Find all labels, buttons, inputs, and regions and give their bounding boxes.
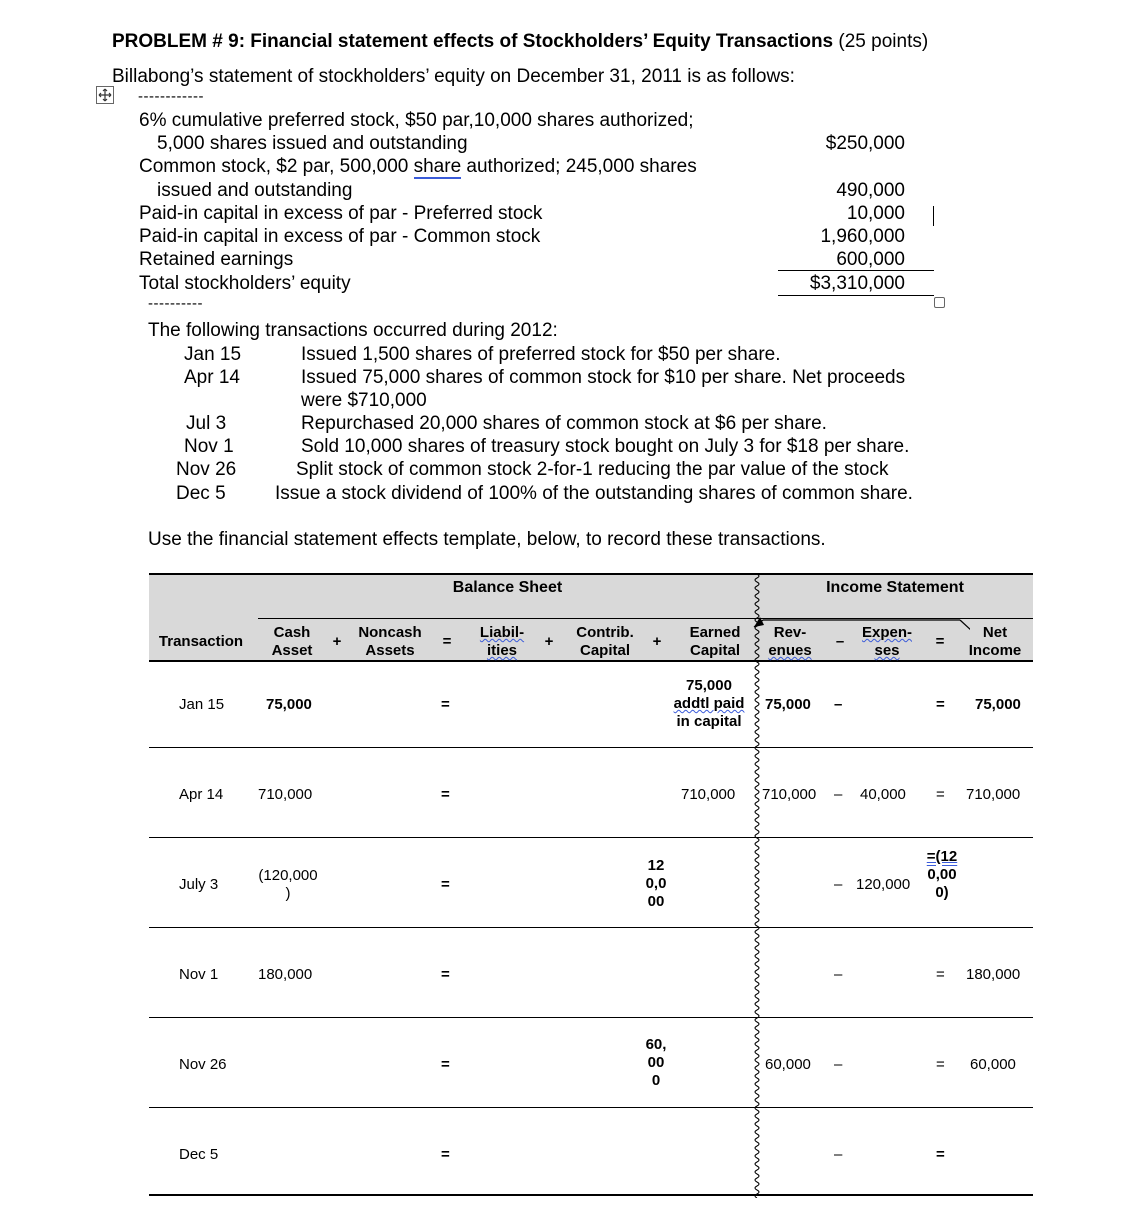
contrib-part: 60, — [645, 1036, 667, 1053]
total-line — [778, 295, 934, 296]
resize-handle-icon[interactable] — [934, 297, 945, 308]
col-liab-l2: ities — [486, 642, 517, 659]
bs-equals: = — [441, 966, 450, 983]
problem-title — [112, 31, 928, 53]
dashes-top: ------------ — [138, 88, 204, 105]
col-rev-l2: enues — [768, 642, 812, 659]
txn-desc: Repurchased 20,000 shares of common stock at $6 per share. — [301, 413, 827, 434]
earned-value: 75,000 — [686, 677, 732, 694]
col-liab-l1: Liabil- — [479, 624, 525, 641]
is-minus: – — [834, 966, 843, 983]
txn-date: Jan 15 — [184, 344, 242, 365]
contrib-part: 00 — [647, 1054, 665, 1071]
expense-cell[interactable]: 120,000 — [856, 876, 911, 893]
net-part: 0,00 — [927, 866, 957, 883]
pref-line1: 6% cumulative preferred stock, $50 par,10,000 shares authorized; — [139, 110, 694, 131]
bs-equals: = — [441, 1056, 450, 1073]
cash-cell[interactable]: 710,000 — [258, 786, 313, 803]
txn-desc-cont: were $710,000 — [301, 390, 427, 411]
row-label: Apr 14 — [179, 786, 224, 803]
dashes-bottom: ---------- — [148, 295, 203, 312]
common-value: 490,000 — [836, 180, 905, 201]
intro-text: Billabong’s statement of stockholders’ equity on December 31, 2011 is as follows: — [112, 66, 795, 87]
instruction-text: Use the financial statement effects template, below, to record these transactions. — [148, 529, 826, 550]
common-line1 — [139, 156, 697, 178]
apic-common-value: 1,960,000 — [820, 226, 905, 247]
col-noncash-l1: Noncash — [358, 624, 422, 641]
common-line1c: authorized; 245,000 shares — [461, 156, 697, 177]
col-transaction: Transaction — [158, 633, 244, 650]
col-earned-l1: Earned — [689, 624, 741, 641]
col-liabilities — [470, 624, 534, 660]
col-cash-l2: Asset — [271, 642, 313, 659]
bs-equals: = — [441, 876, 450, 893]
is-minus: – — [834, 786, 843, 803]
row-separator — [149, 1017, 1033, 1018]
row-label: Dec 5 — [179, 1146, 219, 1163]
txn-date: Jul 3 — [186, 413, 227, 434]
apic-pref-value: 10,000 — [846, 203, 905, 224]
col-earned — [680, 624, 750, 660]
cash-cell[interactable] — [252, 867, 324, 903]
op-minus: – — [835, 633, 845, 650]
is-minus: – — [834, 876, 843, 893]
earned-cell[interactable] — [668, 677, 750, 731]
cash-cell[interactable]: 75,000 — [266, 696, 312, 713]
net-income-cell[interactable]: 75,000 — [975, 696, 1021, 713]
row-separator — [149, 1107, 1033, 1108]
contrib-part: 0,0 — [645, 875, 667, 892]
contrib-part: 0 — [651, 1072, 661, 1089]
col-earned-l2: Capital — [689, 642, 740, 659]
col-noncash — [350, 624, 430, 660]
net-income-cell[interactable]: 180,000 — [966, 966, 1021, 983]
total-value: $3,310,000 — [809, 273, 905, 294]
col-net-l1: Net — [982, 624, 1008, 641]
row-separator — [149, 837, 1033, 838]
bs-equals: = — [441, 696, 450, 713]
pref-value: $250,000 — [825, 133, 905, 154]
col-contrib-l2: Capital — [579, 642, 630, 659]
earned-note: in capital — [676, 713, 742, 730]
contrib-part: 12 — [647, 857, 665, 874]
cash-cell[interactable]: 180,000 — [258, 966, 313, 983]
problem-title-text: PROBLEM # 9: Financial statement effects of Stockholders’ Equity Transactions — [112, 31, 834, 52]
txn-date: Nov 26 — [176, 459, 237, 480]
income-statement-heading: Income Statement — [826, 579, 964, 596]
is-equals: = — [936, 1146, 945, 1163]
apic-common-label: Paid-in capital in excess of par - Common stock — [139, 226, 541, 247]
cash-part: ) — [285, 885, 291, 902]
txn-desc: Issued 1,500 shares of preferred stock for $50 per share. — [301, 344, 781, 365]
row-label: Jan 15 — [179, 696, 225, 713]
row-label: Nov 1 — [179, 966, 219, 983]
is-minus: – — [834, 1146, 843, 1163]
earned-note: addtl paid — [673, 695, 745, 712]
txn-date: Nov 1 — [184, 436, 234, 457]
cash-part: (120,000 — [258, 867, 318, 884]
net-income-cell[interactable]: 60,000 — [970, 1056, 1016, 1073]
op-plus: + — [332, 633, 342, 650]
col-noncash-l2: Assets — [365, 642, 415, 659]
is-minus: – — [834, 696, 843, 713]
bs-is-divider — [750, 574, 764, 1198]
header-bottom-border — [149, 660, 1033, 662]
is-equals: = — [936, 966, 945, 983]
op-equals: = — [935, 633, 945, 650]
txn-date: Apr 14 — [184, 367, 240, 388]
bs-equals: = — [441, 1146, 450, 1163]
net-part: 0) — [935, 884, 949, 901]
revenue-cell[interactable]: 60,000 — [765, 1056, 811, 1073]
balance-sheet-heading: Balance Sheet — [452, 579, 563, 596]
earned-cell[interactable]: 710,000 — [681, 786, 736, 803]
col-exp-l2: ses — [874, 642, 900, 659]
is-equals: = — [936, 1056, 945, 1073]
net-income-cell[interactable]: 710,000 — [966, 786, 1021, 803]
col-cash — [262, 624, 322, 660]
txn-desc: Issued 75,000 shares of common stock for $10 per share. Net proceeds — [301, 367, 906, 388]
col-expenses — [855, 624, 919, 660]
txn-desc: Split stock of common stock 2-for-1 reducing the par value of the stock — [296, 459, 889, 480]
subtotal-line — [778, 270, 934, 271]
table-top-border — [149, 573, 1033, 575]
row-separator — [149, 927, 1033, 928]
op-plus: + — [544, 633, 554, 650]
col-net-income — [960, 624, 1030, 660]
pref-line2: 5,000 shares issued and outstanding — [157, 133, 468, 154]
re-value: 600,000 — [836, 249, 905, 270]
move-handle-icon[interactable] — [96, 86, 114, 104]
apic-pref-label: Paid-in capital in excess of par - Preferred stock — [139, 203, 543, 224]
is-minus: – — [834, 1056, 843, 1073]
row-label: Nov 26 — [179, 1056, 227, 1073]
row-label: July 3 — [179, 876, 219, 893]
col-cash-l1: Cash — [273, 624, 311, 641]
contrib-part: 00 — [647, 893, 665, 910]
col-contrib-l1: Contrib. — [576, 624, 634, 641]
txn-date: Dec 5 — [176, 483, 226, 504]
col-rev-l1: Rev- — [773, 624, 807, 641]
op-plus: + — [652, 633, 662, 650]
common-line2: issued and outstanding — [157, 180, 353, 201]
total-label: Total stockholders’ equity — [139, 273, 351, 294]
cursor-bar — [933, 206, 934, 226]
col-exp-l1: Expen- — [861, 624, 912, 641]
problem-points: (25 points) — [838, 31, 929, 52]
col-net-l2: Income — [968, 642, 1022, 659]
col-contrib — [568, 624, 642, 660]
revenue-cell[interactable]: 710,000 — [762, 786, 817, 803]
is-equals: = — [936, 786, 945, 803]
txn-desc: Issue a stock dividend of 100% of the outstanding shares of common share. — [275, 483, 913, 504]
contrib-cell[interactable] — [636, 857, 676, 911]
net-part: =(12 — [926, 848, 958, 865]
col-revenues — [760, 624, 820, 660]
row-separator — [149, 747, 1033, 748]
re-label: Retained earnings — [139, 249, 294, 270]
contrib-cell[interactable] — [636, 1036, 676, 1090]
table-bottom-border — [149, 1194, 1033, 1196]
is-equals: = — [936, 696, 945, 713]
expense-cell[interactable]: 40,000 — [860, 786, 906, 803]
transactions-intro: The following transactions occurred during 2012: — [148, 320, 558, 341]
txn-desc: Sold 10,000 shares of treasury stock bought on July 3 for $18 per share. — [301, 436, 910, 457]
net-income-cell[interactable] — [920, 848, 964, 902]
op-equals: = — [442, 633, 452, 650]
common-line1b: share — [413, 156, 462, 177]
bs-equals: = — [441, 786, 450, 803]
revenue-cell[interactable]: 75,000 — [765, 696, 811, 713]
common-line1a: Common stock, $2 par, 500,000 — [139, 156, 414, 177]
